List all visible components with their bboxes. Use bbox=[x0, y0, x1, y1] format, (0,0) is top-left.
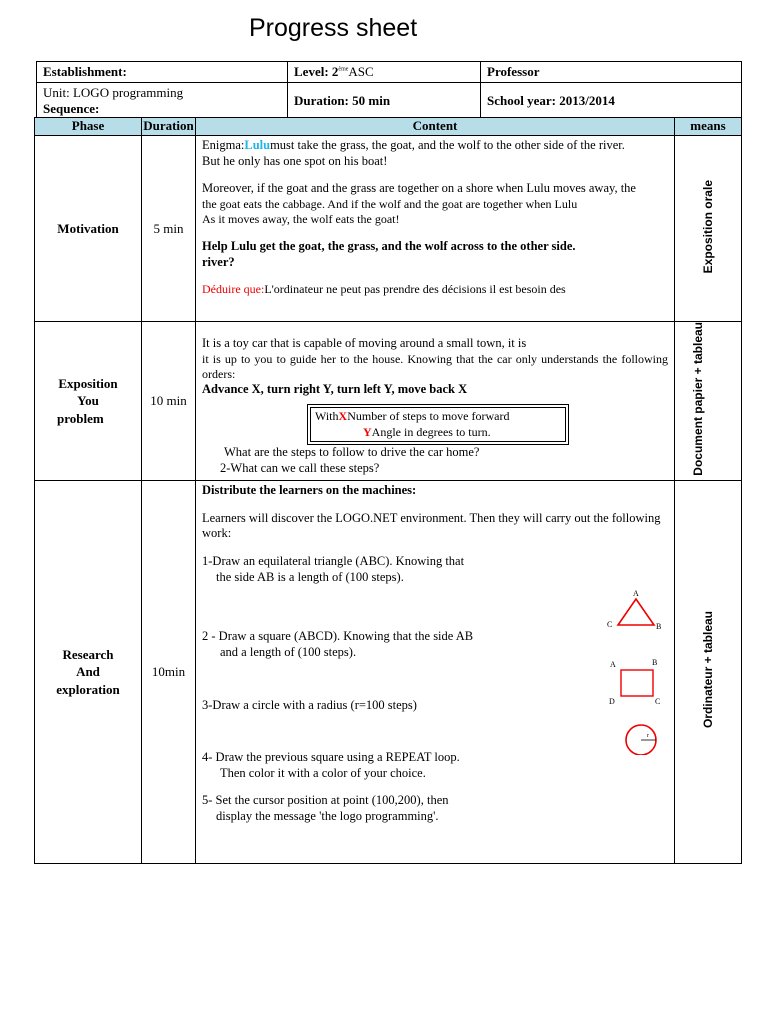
square-shape bbox=[621, 670, 653, 696]
duration-cell bbox=[288, 83, 481, 121]
boat-line: But he only has one spot on his boat! bbox=[202, 153, 388, 168]
level-suffix: ASC bbox=[348, 64, 374, 79]
task-4a: 4- Draw the previous square using a REPEAT loop. bbox=[202, 750, 460, 764]
col-phase: Phase bbox=[35, 118, 142, 136]
professor-label: Professor bbox=[487, 64, 540, 79]
square-label-a: A bbox=[610, 660, 616, 669]
means-research-text: Ordinateur + tableau bbox=[700, 611, 715, 729]
phase-motivation: Motivation bbox=[35, 136, 142, 322]
square-label-c: C bbox=[655, 697, 661, 706]
label-b: B bbox=[656, 622, 662, 631]
wolf-eats-line: As it moves away, the wolf eats the goat! bbox=[202, 211, 400, 226]
task-5a: 5- Set the cursor position at point (100,200), then bbox=[202, 793, 449, 808]
phase-research-2: And bbox=[76, 664, 100, 680]
level-cell bbox=[288, 62, 481, 83]
school-year-cell bbox=[481, 83, 742, 121]
establishment-cell bbox=[37, 62, 288, 83]
guide-line: it is up to you to guide her to the house. Knowing that the car only understands the following orders: bbox=[202, 351, 668, 381]
header-table bbox=[36, 61, 742, 121]
level-label: Level: 2 bbox=[294, 64, 339, 79]
unit-label: Unit: LOGO programming bbox=[43, 85, 184, 100]
square-label-b: B bbox=[652, 658, 658, 667]
professor-cell bbox=[481, 62, 742, 83]
school-year-label: School year: 2013/2014 bbox=[487, 93, 615, 109]
progress-table bbox=[34, 117, 742, 864]
phase-research bbox=[35, 481, 142, 864]
establishment-label: Establishment: bbox=[43, 64, 127, 79]
task-1b: the side AB is a length of (100 steps). bbox=[216, 569, 404, 584]
phase-research-1: Research bbox=[62, 646, 114, 662]
phase-exposition-1: Exposition bbox=[58, 375, 118, 391]
distribute-line: Distribute the learners on the machines: bbox=[202, 483, 417, 497]
label-c: C bbox=[607, 620, 613, 629]
page-title: Progress sheet bbox=[249, 14, 418, 42]
row-exposition bbox=[35, 322, 742, 481]
means-motivation-text: Exposition orale bbox=[700, 179, 715, 274]
question-1: What are the steps to follow to drive the car home? bbox=[224, 445, 480, 460]
goat-eats-line: the goat eats the cabbage. And if the wolf and the goat are together when Lulu bbox=[202, 196, 578, 211]
means-exposition-text: Document papier + tableau bbox=[691, 322, 705, 476]
task-3: 3-Draw a circle with a radius (r=100 steps) bbox=[202, 698, 417, 713]
label-a: A bbox=[633, 589, 639, 598]
col-duration: Duration bbox=[142, 118, 196, 136]
discover-line: Learners will discover the LOGO.NET environment. Then they will carry out the following work: bbox=[202, 510, 661, 541]
box-x-text: Number of steps to move forward bbox=[347, 409, 510, 424]
content-research bbox=[196, 481, 675, 864]
moreover-line: Moreover, if the goat and the grass are together on a shore when Lulu moves away, the bbox=[202, 181, 636, 196]
legend-box bbox=[310, 407, 566, 442]
task-2a: 2 - Draw a square (ABCD). Knowing that the side AB bbox=[202, 629, 474, 644]
duration-exposition: 10 min bbox=[142, 322, 196, 481]
enigma-rest: must take the grass, the goat, and the wolf to the other side of the river. bbox=[270, 138, 625, 152]
square-label-d: D bbox=[609, 697, 615, 706]
question-2: 2-What can we call these steps? bbox=[220, 461, 380, 476]
enigma-text bbox=[202, 138, 668, 154]
means-exposition bbox=[675, 322, 742, 481]
phase-exposition-2: You bbox=[77, 393, 99, 409]
phase-exposition bbox=[35, 322, 142, 481]
sequence-label: Sequence: bbox=[43, 101, 100, 117]
row-motivation bbox=[35, 136, 742, 322]
means-motivation bbox=[675, 136, 742, 322]
content-exposition bbox=[196, 322, 675, 481]
phase-exposition-3: problem bbox=[57, 410, 104, 426]
level-sup: ème bbox=[338, 66, 349, 73]
duration-motivation: 5 min bbox=[142, 136, 196, 322]
content-motivation bbox=[196, 136, 675, 322]
task-4b: Then color it with a color of your choice. bbox=[220, 765, 426, 780]
shapes-figure bbox=[604, 585, 670, 755]
means-research bbox=[675, 481, 742, 864]
unit-cell bbox=[37, 83, 288, 121]
phase-research-3: exploration bbox=[56, 681, 120, 697]
box-x: X bbox=[338, 409, 348, 424]
task-5b: display the message 'the logo programming'. bbox=[216, 808, 439, 823]
toy-car-line: It is a toy car that is capable of moving around a small town, it is bbox=[202, 336, 527, 350]
task-1a: 1-Draw an equilateral triangle (ABC). Knowing that bbox=[202, 553, 465, 568]
box-y-text: Angle in degrees to turn. bbox=[371, 424, 491, 439]
enigma-prefix: Enigma: bbox=[202, 138, 245, 152]
triangle-shape bbox=[618, 599, 654, 625]
box-with: With bbox=[315, 409, 339, 424]
duration-research: 10min bbox=[142, 481, 196, 864]
lulu-name: Lulu bbox=[244, 138, 271, 152]
deduire-rest: L'ordinateur ne peut pas prendre des décisions il est besoin des bbox=[264, 282, 566, 297]
col-content: Content bbox=[196, 118, 675, 136]
radius-label: r bbox=[647, 733, 649, 739]
duration-label: Duration: 50 min bbox=[294, 93, 391, 109]
deduire-label: Déduire que: bbox=[202, 282, 265, 297]
col-means: means bbox=[675, 118, 742, 136]
help-line: Help Lulu get the goat, the grass, and the wolf across to the other side. bbox=[202, 238, 576, 253]
task-2b: and a length of (100 steps). bbox=[220, 644, 357, 659]
help-line-2: river? bbox=[202, 254, 235, 269]
box-y: Y bbox=[363, 424, 372, 439]
row-research bbox=[35, 481, 742, 864]
orders-line: Advance X, turn right Y, turn left Y, move back X bbox=[202, 381, 468, 396]
